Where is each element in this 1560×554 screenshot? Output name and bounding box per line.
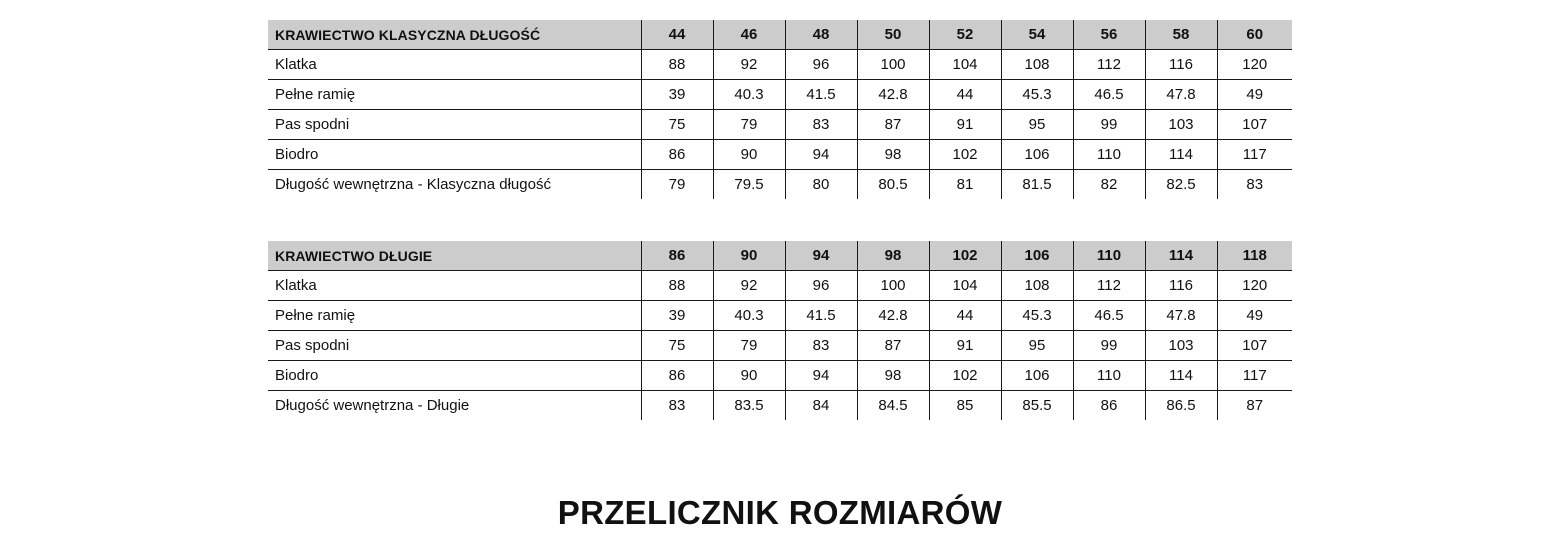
- table-cell: 91: [929, 331, 1001, 361]
- table-cell: 103: [1145, 331, 1217, 361]
- size-header: 56: [1073, 20, 1145, 50]
- size-header: 44: [641, 20, 713, 50]
- row-label: Pełne ramię: [268, 301, 641, 331]
- size-header: 94: [785, 241, 857, 271]
- table-row: [268, 271, 1292, 301]
- table-row: [268, 361, 1292, 391]
- size-header: 90: [713, 241, 785, 271]
- table-cell: 87: [1217, 391, 1292, 421]
- table-cell: 112: [1073, 271, 1145, 301]
- table-cell: 117: [1217, 140, 1292, 170]
- size-header: 54: [1001, 20, 1073, 50]
- table-cell: 80.5: [857, 170, 929, 200]
- table-cell: 104: [929, 271, 1001, 301]
- table-cell: 92: [713, 50, 785, 80]
- size-header: 86: [641, 241, 713, 271]
- table-cell: 40.3: [713, 301, 785, 331]
- table-cell: 103: [1145, 110, 1217, 140]
- table-row: [268, 170, 1292, 200]
- table-cell: 44: [929, 80, 1001, 110]
- table-cell: 83: [1217, 170, 1292, 200]
- table-cell: 81: [929, 170, 1001, 200]
- table-cell: 107: [1217, 331, 1292, 361]
- table-cell: 79: [641, 170, 713, 200]
- table-cell: 120: [1217, 50, 1292, 80]
- table-cell: 107: [1217, 110, 1292, 140]
- row-label: Długość wewnętrzna - Długie: [275, 397, 470, 414]
- size-header: 114: [1145, 241, 1217, 271]
- table-cell: 96: [785, 50, 857, 80]
- table-cell: 92: [713, 271, 785, 301]
- table-header-row: [268, 20, 1292, 50]
- table-cell: 87: [857, 331, 929, 361]
- table-cell: 100: [857, 50, 929, 80]
- table-cell: 85.5: [1001, 391, 1073, 421]
- table-cell: 91: [929, 110, 1001, 140]
- row-label: Pas spodni: [268, 110, 641, 140]
- table-cell: 114: [1145, 361, 1217, 391]
- size-header: 106: [1001, 241, 1073, 271]
- table-cell: 95: [1001, 331, 1073, 361]
- table-cell: 96: [785, 271, 857, 301]
- table-cell: 102: [929, 361, 1001, 391]
- table-cell: 86.5: [1145, 391, 1217, 421]
- size-header: 118: [1217, 241, 1292, 271]
- row-label: Biodro: [268, 140, 641, 170]
- table-cell: 84: [785, 391, 857, 421]
- table-cell: 46.5: [1073, 80, 1145, 110]
- table-cell: 98: [857, 361, 929, 391]
- table-cell: 86: [641, 140, 713, 170]
- table-cell: 112: [1073, 50, 1145, 80]
- table-cell: 104: [929, 50, 1001, 80]
- table-cell: 82.5: [1145, 170, 1217, 200]
- size-header: 60: [1217, 20, 1292, 50]
- table-cell: 85: [929, 391, 1001, 421]
- size-table-classic: [268, 20, 1292, 199]
- size-header: 48: [785, 20, 857, 50]
- table-cell: 41.5: [785, 80, 857, 110]
- table-cell: 42.8: [857, 301, 929, 331]
- table-cell: 94: [785, 361, 857, 391]
- row-label: Pas spodni: [268, 331, 641, 361]
- row-label: Pełne ramię: [268, 80, 641, 110]
- table-row: [268, 391, 1292, 421]
- table-row: [268, 140, 1292, 170]
- table-cell: 88: [641, 50, 713, 80]
- table-cell: 81.5: [1001, 170, 1073, 200]
- table-header-row: [268, 241, 1292, 271]
- table-cell: 88: [641, 271, 713, 301]
- table-cell: 94: [785, 140, 857, 170]
- table-cell: 87: [857, 110, 929, 140]
- table-cell: 75: [641, 331, 713, 361]
- table-cell: 41.5: [785, 301, 857, 331]
- row-label: Klatka: [268, 50, 641, 80]
- table-cell: 110: [1073, 140, 1145, 170]
- table-cell: 79: [713, 110, 785, 140]
- table-cell: 116: [1145, 50, 1217, 80]
- table-cell: 102: [929, 140, 1001, 170]
- row-label: Klatka: [268, 271, 641, 301]
- table-cell: 82: [1073, 170, 1145, 200]
- table-cell: 40.3: [713, 80, 785, 110]
- table-cell: 120: [1217, 271, 1292, 301]
- table-cell: 44: [929, 301, 1001, 331]
- table-cell: 39: [641, 80, 713, 110]
- row-label: Długość wewnętrzna - Klasyczna długość: [275, 176, 551, 193]
- table-cell: 39: [641, 301, 713, 331]
- table-title: KRAWIECTWO KLASYCZNA DŁUGOŚĆ: [268, 20, 641, 50]
- table-cell: 86: [1073, 391, 1145, 421]
- table-cell: 99: [1073, 110, 1145, 140]
- table-cell: 90: [713, 361, 785, 391]
- table-cell: 79: [713, 331, 785, 361]
- table-cell: 80: [785, 170, 857, 200]
- size-table-long: [268, 241, 1292, 420]
- table-row: [268, 80, 1292, 110]
- row-label: Biodro: [268, 361, 641, 391]
- table-cell: 108: [1001, 50, 1073, 80]
- table-cell: 75: [641, 110, 713, 140]
- table-cell: 47.8: [1145, 80, 1217, 110]
- size-header: 110: [1073, 241, 1145, 271]
- size-header: 98: [857, 241, 929, 271]
- table-title: KRAWIECTWO DŁUGIE: [268, 241, 641, 271]
- table-cell: 47.8: [1145, 301, 1217, 331]
- table-cell: 83: [641, 391, 713, 421]
- size-header: 102: [929, 241, 1001, 271]
- table-cell: 110: [1073, 361, 1145, 391]
- table-cell: 95: [1001, 110, 1073, 140]
- page-heading: PRZELICZNIK ROZMIARÓW: [557, 494, 1003, 531]
- table-cell: 106: [1001, 361, 1073, 391]
- size-header: 58: [1145, 20, 1217, 50]
- table-cell: 45.3: [1001, 301, 1073, 331]
- size-header: 50: [857, 20, 929, 50]
- table-cell: 83: [785, 331, 857, 361]
- table-cell: 46.5: [1073, 301, 1145, 331]
- table-cell: 49: [1217, 301, 1292, 331]
- table-cell: 116: [1145, 271, 1217, 301]
- size-header: 52: [929, 20, 1001, 50]
- table-cell: 84.5: [857, 391, 929, 421]
- table-cell: 108: [1001, 271, 1073, 301]
- table-cell: 99: [1073, 331, 1145, 361]
- table-cell: 106: [1001, 140, 1073, 170]
- table-row: [268, 110, 1292, 140]
- table-cell: 45.3: [1001, 80, 1073, 110]
- table-cell: 83.5: [713, 391, 785, 421]
- table-cell: 100: [857, 271, 929, 301]
- table-cell: 49: [1217, 80, 1292, 110]
- table-row: [268, 301, 1292, 331]
- table-cell: 114: [1145, 140, 1217, 170]
- table-cell: 90: [713, 140, 785, 170]
- table-cell: 42.8: [857, 80, 929, 110]
- table-cell: 86: [641, 361, 713, 391]
- table-row: [268, 331, 1292, 361]
- table-cell: 83: [785, 110, 857, 140]
- table-row: [268, 50, 1292, 80]
- size-header: 46: [713, 20, 785, 50]
- table-cell: 98: [857, 140, 929, 170]
- table-cell: 79.5: [713, 170, 785, 200]
- table-cell: 117: [1217, 361, 1292, 391]
